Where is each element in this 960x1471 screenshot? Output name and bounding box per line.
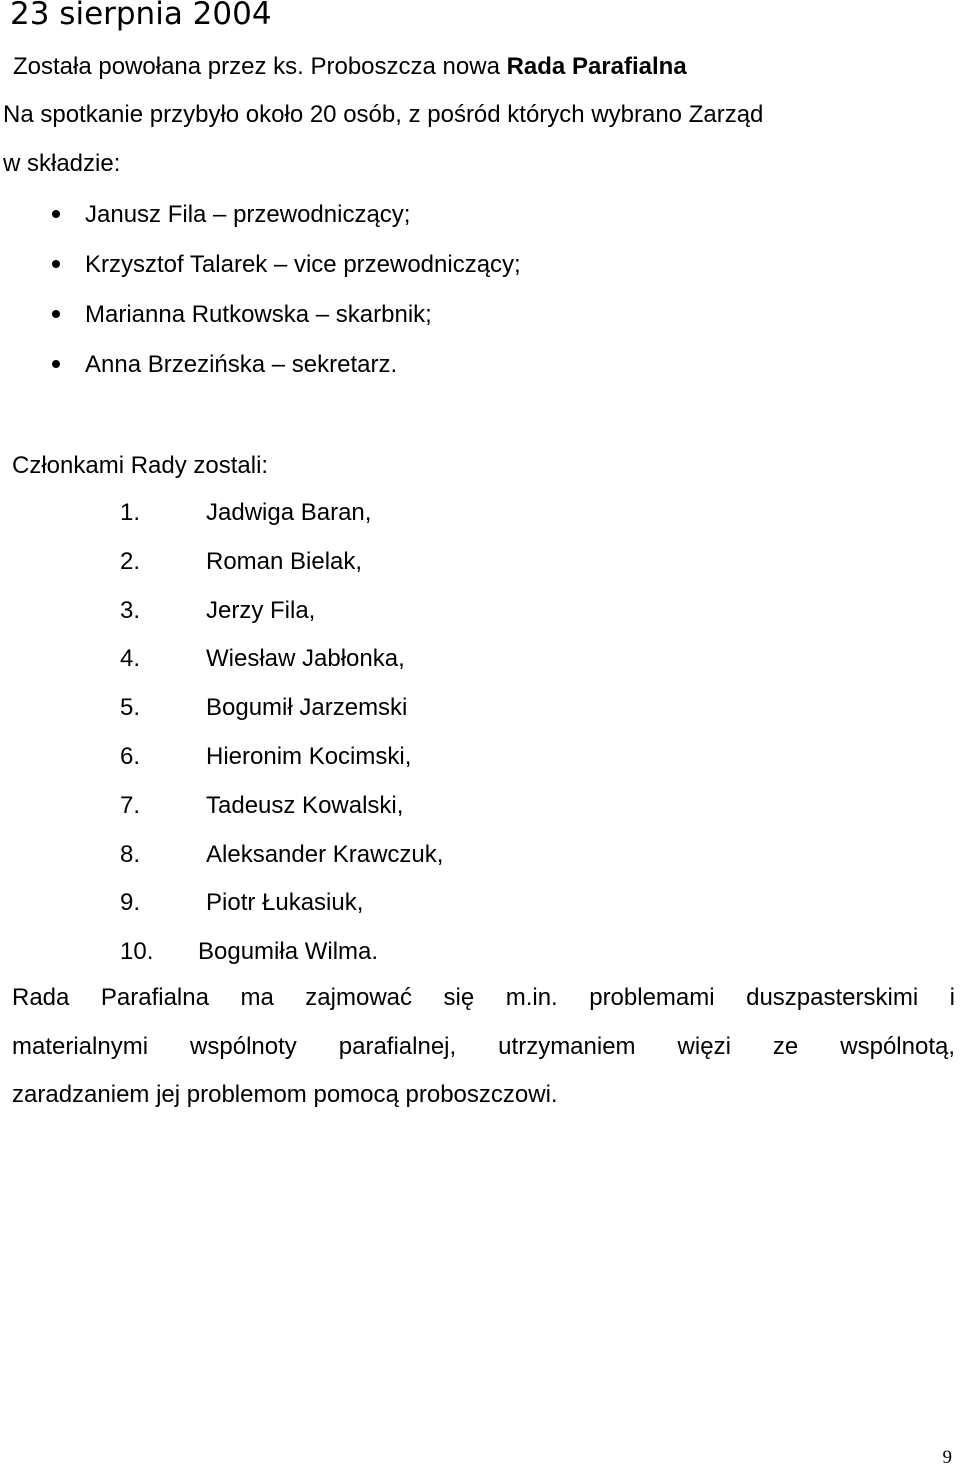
intro-line-2: Na spotkanie przybyło około 20 osób, z pośród których wybrano Zarząd	[3, 101, 764, 128]
board-member-text: Anna Brzezińska – sekretarz.	[85, 351, 398, 378]
member-name: Bogumiła Wilma.	[198, 938, 379, 966]
board-member-text: Janusz Fila – przewodniczący;	[85, 201, 411, 228]
member-number: 9.	[120, 889, 141, 917]
member-name: Bogumił Jarzemski	[206, 694, 408, 722]
closing-paragraph	[12, 983, 955, 1129]
board-member-text: Marianna Rutkowska – skarbnik;	[85, 301, 432, 328]
member-number: 1.	[120, 499, 141, 526]
bullet-icon	[52, 310, 60, 318]
member-number: 4.	[120, 645, 141, 673]
member-name: Piotr Łukasiuk,	[206, 889, 364, 917]
rada-parafialna-bold: Rada Parafialna	[506, 53, 687, 80]
member-number: 7.	[120, 791, 141, 819]
member-number: 6.	[120, 742, 141, 770]
member-name: Jadwiga Baran,	[206, 499, 372, 526]
member-name: Tadeusz Kowalski,	[206, 791, 404, 819]
page-number: 9	[942, 1447, 952, 1468]
member-number: 3.	[120, 596, 141, 624]
member-name: Wiesław Jabłonka,	[206, 645, 405, 673]
closing-line-2: materialnymi wspólnoty parafialnej, utrzymaniem więzi ze wspólnotą,	[12, 1032, 955, 1060]
member-name: Roman Bielak,	[206, 547, 363, 575]
member-name: Aleksander Krawczuk,	[206, 840, 444, 868]
bullet-icon	[52, 210, 60, 218]
member-number: 10.	[120, 938, 154, 966]
intro-line-1-text: Została powołana przez ks. Proboszcza nowa	[13, 53, 507, 80]
members-heading: Członkami Rady zostali:	[12, 452, 269, 479]
member-number: 2.	[120, 547, 141, 575]
member-name: Hieronim Kocimski,	[206, 742, 412, 770]
intro-line-3: w składzie:	[3, 150, 121, 177]
closing-line-3: zaradzaniem jej problemom pomocą proboszczowi.	[12, 1081, 558, 1108]
intro-line-1	[13, 52, 687, 82]
board-member-text: Krzysztof Talarek – vice przewodniczący;	[85, 251, 521, 278]
member-number: 8.	[120, 840, 141, 868]
date-heading: 23 sierpnia 2004	[10, 0, 272, 32]
bullet-icon	[52, 260, 60, 268]
closing-line-1: Rada Parafialna ma zajmować się m.in. problemami duszpasterskimi i	[12, 984, 955, 1011]
bullet-icon	[52, 360, 60, 368]
member-name: Jerzy Fila,	[206, 596, 316, 624]
member-number: 5.	[120, 694, 141, 722]
